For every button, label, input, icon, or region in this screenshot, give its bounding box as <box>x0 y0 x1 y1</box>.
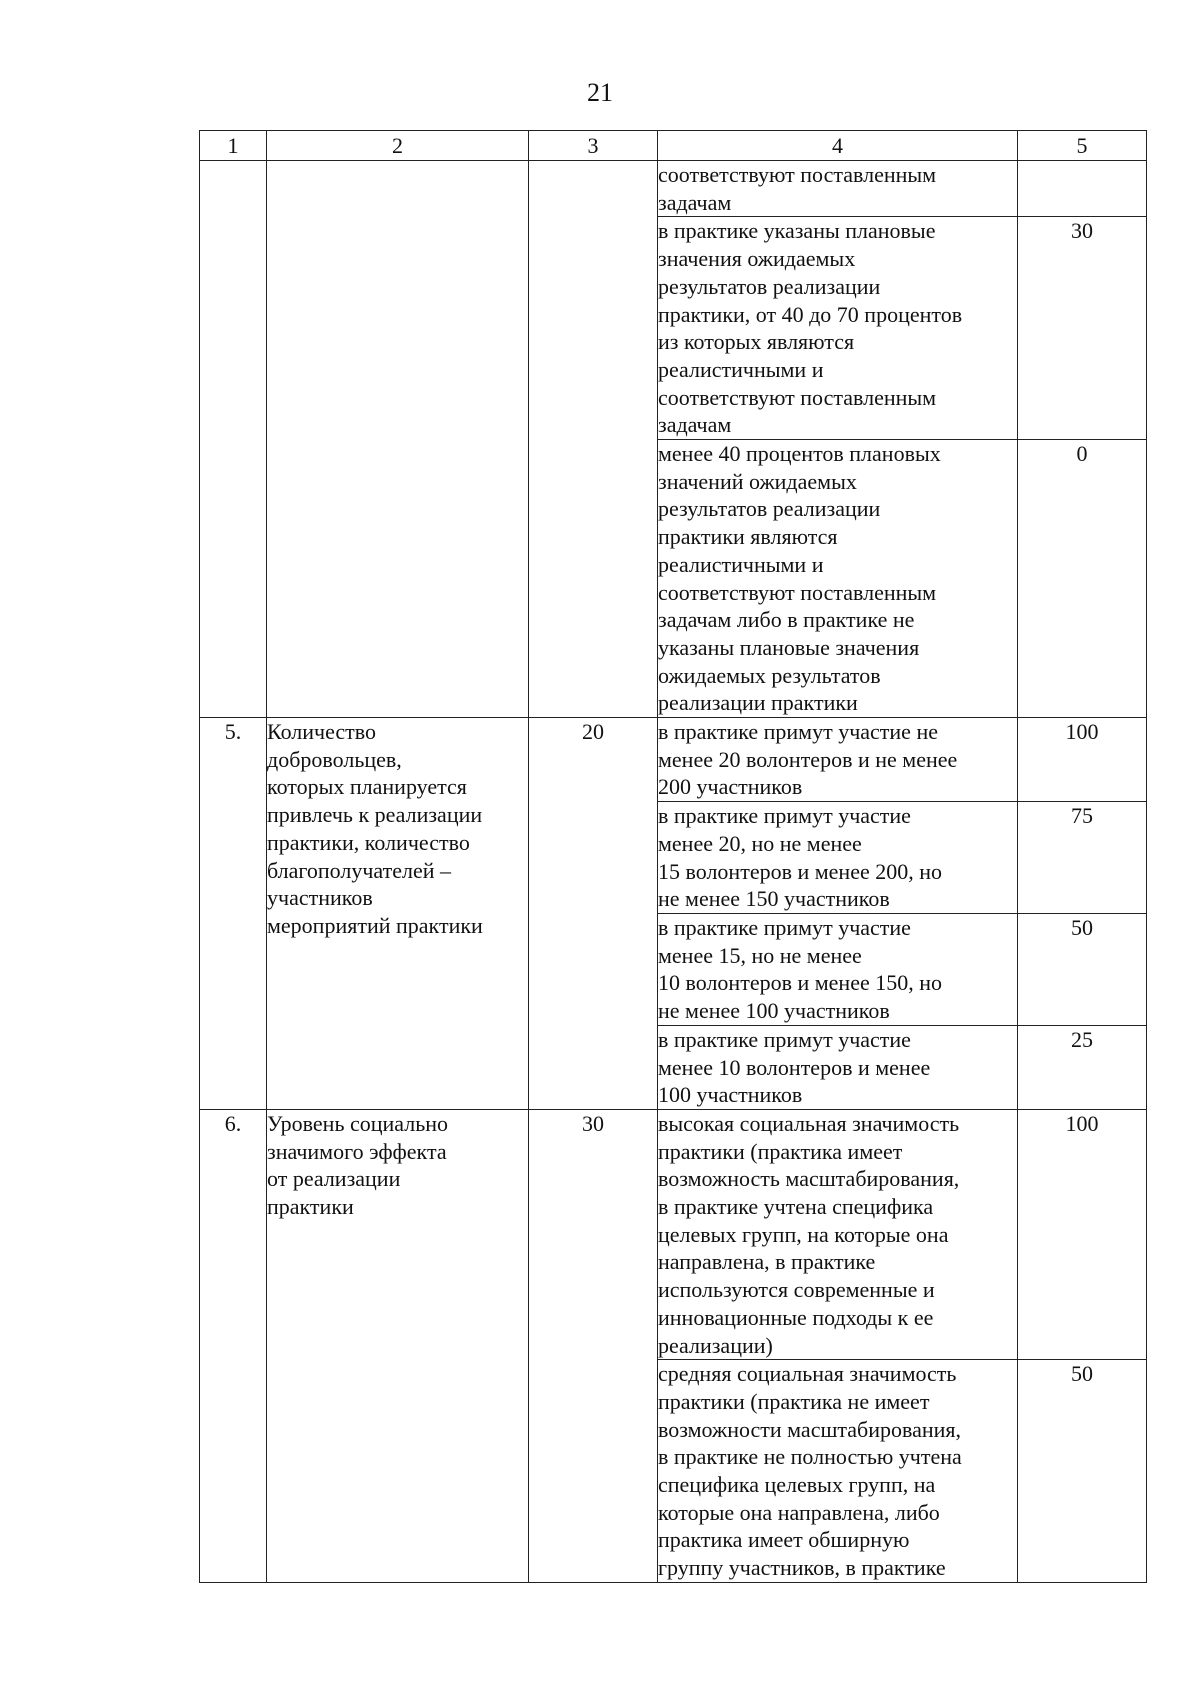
score-description-line: которые она направлена, либо <box>658 1499 940 1525</box>
score-description <box>658 718 1018 802</box>
criterion-number: 6. <box>200 1109 267 1582</box>
score-description <box>658 1109 1018 1359</box>
criterion-name-line: практики <box>267 1194 354 1220</box>
score-description-line: менее 40 процентов плановых <box>658 441 941 467</box>
score-description-line: соответствуют поставленным <box>658 384 937 410</box>
score-description <box>658 1360 1018 1583</box>
criterion-weight <box>529 161 658 718</box>
column-header: 4 <box>658 131 1018 161</box>
criteria-table <box>199 130 1147 1583</box>
criterion-name <box>267 718 529 1110</box>
criterion-number <box>200 161 267 718</box>
score-description-line: не менее 150 участников <box>658 886 890 912</box>
score-description-line: 100 участников <box>658 1082 803 1108</box>
score-description-line: не менее 100 участников <box>658 998 890 1024</box>
criterion-name-line: благополучателей – <box>267 857 451 883</box>
score-description-line: в практике примут участие <box>658 803 911 829</box>
score-description-line: ожидаемых результатов <box>658 662 881 688</box>
criterion-name-line: которых планируется <box>267 774 467 800</box>
score-description <box>658 1025 1018 1109</box>
score-description-line: менее 15, но не менее <box>658 942 862 968</box>
score-description-line: результатов реализации <box>658 496 881 522</box>
score-value: 75 <box>1018 802 1147 914</box>
score-description-line: из которых являются <box>658 329 855 355</box>
score-value: 50 <box>1018 1360 1147 1583</box>
score-value <box>1018 161 1147 217</box>
score-description-line: значения ожидаемых <box>658 246 856 272</box>
score-description-line: используются современные и <box>658 1277 935 1303</box>
score-description-line: задачам либо в практике не <box>658 607 915 633</box>
score-description-line: соответствуют поставленным <box>658 579 937 605</box>
criterion-name-line: участников <box>267 885 373 911</box>
criterion-number: 5. <box>200 718 267 1110</box>
score-description-line: менее 20, но не менее <box>658 830 862 856</box>
score-description-line: высокая социальная значимость <box>658 1110 960 1136</box>
criterion-name-line: добровольцев, <box>267 746 402 772</box>
score-description <box>658 913 1018 1025</box>
criterion-name-line: от реализации <box>267 1166 401 1192</box>
score-description-line: менее 10 волонтеров и менее <box>658 1054 931 1080</box>
score-description-line: группу участников, в практике <box>658 1555 946 1581</box>
score-description-line: практики являются <box>658 524 838 550</box>
score-description <box>658 161 1018 217</box>
score-value: 100 <box>1018 1109 1147 1359</box>
score-description-line: в практике указаны плановые <box>658 218 936 244</box>
score-description-line: результатов реализации <box>658 273 881 299</box>
table-row <box>200 161 1147 217</box>
column-header: 5 <box>1018 131 1147 161</box>
score-description-line: реалистичными и <box>658 551 824 577</box>
column-header: 3 <box>529 131 658 161</box>
score-description <box>658 802 1018 914</box>
criterion-weight: 20 <box>529 718 658 1110</box>
score-description-line: указаны плановые значения <box>658 634 920 660</box>
criterion-name-line: практики, количество <box>267 829 470 855</box>
score-description-line: практики, от 40 до 70 процентов <box>658 301 963 327</box>
score-description-line: целевых групп, на которые она <box>658 1221 949 1247</box>
score-description-line: реализации) <box>658 1332 773 1358</box>
score-description-line: специфика целевых групп, на <box>658 1472 936 1498</box>
score-description-line: направлена, в практике <box>658 1249 876 1275</box>
score-description-line: 200 участников <box>658 774 803 800</box>
header-row <box>200 131 1147 161</box>
criterion-name-line: Количество <box>267 719 377 745</box>
score-description <box>658 440 1018 718</box>
criterion-weight: 30 <box>529 1109 658 1582</box>
score-description-line: соответствуют поставленным <box>658 162 937 187</box>
criterion-name <box>267 161 529 718</box>
score-description-line: менее 20 волонтеров и не менее <box>658 746 958 772</box>
score-value: 50 <box>1018 913 1147 1025</box>
column-header: 2 <box>267 131 529 161</box>
score-description-line: средняя социальная значимость <box>658 1361 957 1387</box>
score-description-line: практика имеет обширную <box>658 1527 910 1553</box>
criterion-name-line: мероприятий практики <box>267 912 483 938</box>
score-description-line: реализации практики <box>658 690 858 716</box>
score-description-line: в практике примут участие <box>658 1026 911 1052</box>
page-number: 21 <box>587 78 613 107</box>
score-description-line: реалистичными и <box>658 356 824 382</box>
score-description-line: практики (практика имеет <box>658 1138 903 1164</box>
score-description <box>658 217 1018 440</box>
score-value: 30 <box>1018 217 1147 440</box>
score-value: 25 <box>1018 1025 1147 1109</box>
table-row <box>200 718 1147 802</box>
score-description-line: задачам <box>658 412 732 438</box>
score-description-line: в практике примут участие не <box>658 719 938 745</box>
table-row <box>200 1109 1147 1359</box>
score-description-line: 10 волонтеров и менее 150, но <box>658 970 943 996</box>
score-description-line: возможность масштабирования, <box>658 1166 960 1192</box>
criterion-name <box>267 1109 529 1582</box>
score-description-line: значений ожидаемых <box>658 468 857 494</box>
criterion-name-line: Уровень социально <box>267 1110 449 1136</box>
score-description-line: в практике примут участие <box>658 914 911 940</box>
score-description-line: практики (практика не имеет <box>658 1388 930 1414</box>
column-header: 1 <box>200 131 267 161</box>
criterion-name-line: значимого эффекта <box>267 1138 447 1164</box>
score-description-line: в практике не полностью учтена <box>658 1444 962 1470</box>
score-value: 100 <box>1018 718 1147 802</box>
score-description-line: 15 волонтеров и менее 200, но <box>658 858 943 884</box>
criterion-name-line: привлечь к реализации <box>267 802 483 828</box>
score-value: 0 <box>1018 440 1147 718</box>
score-description-line: инновационные подходы к ее <box>658 1304 934 1330</box>
score-description-line: в практике учтена специфика <box>658 1194 934 1220</box>
score-description-line: возможности масштабирования, <box>658 1416 962 1442</box>
score-description-line: задачам <box>658 189 732 215</box>
